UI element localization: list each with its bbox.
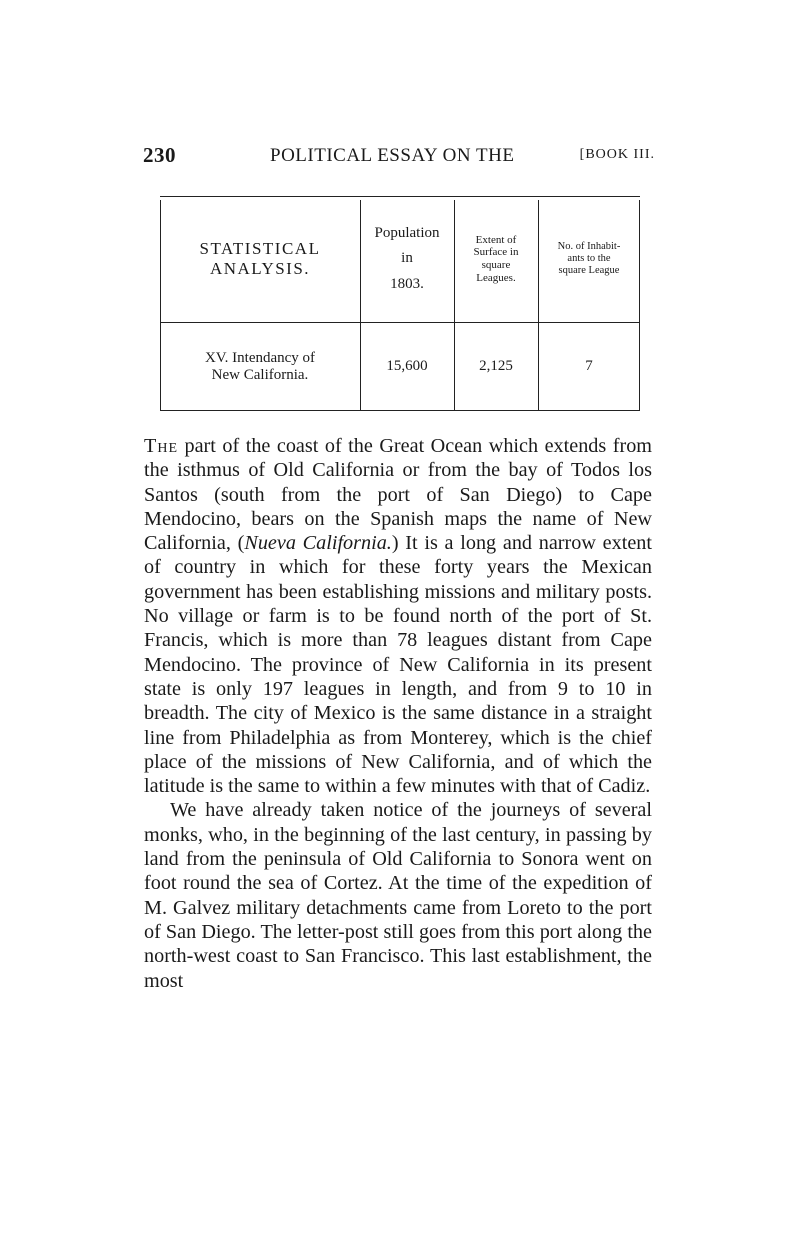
italic-term: Nueva California. [244, 532, 392, 555]
row-intendancy-name: XV. Intendancy of New California. [204, 349, 316, 383]
paragraph-1: The part of the coast of the Great Ocean which extends from the isthmus of Old California or from the bay of Todos los Santos (south from the port of San Diego) to Cape Mendocino, bears on the Spanish maps the name of New California, (Nueva California.) It is a long and narrow extent of country in which for these forty years the Mexican government has been establishing missions and military posts. No village or farm is to be found north of the port of St. Francis, which is more than 78 leagues distant from Cape Mendocino. The province of New California in its present state is only 197 leagues in length, and from 9 to 10 in breadth. The city of Mexico is the same distance in a straight line from Philadelphia as from Monterey, which is the chief place of the missions of New California, and of which the latitude is the same to within a few minutes with that of Cadiz. [144, 435, 652, 798]
table-bottom-rule [160, 410, 640, 411]
body-text [144, 434, 652, 993]
paragraph-2: We have already taken notice of the journeys of several monks, who, in the beginning of the last century, in passing by land from the peninsula of Old California to Sonora went on foot round the sea of Cortez. At the time of the expedition of M. Galvez military detachments came from Loreto to the port of San Diego. The letter-post still goes from this port along the north-west coast to San Francisco. This last establishment, the most [144, 799, 652, 992]
book-label: [BOOK III. [579, 147, 655, 162]
row-extent: 2,125 [479, 358, 513, 375]
row-density: 7 [585, 358, 593, 375]
row-population: 15,600 [386, 358, 428, 375]
opening-word: The [144, 435, 178, 457]
table-top-rule [160, 196, 640, 197]
header-extent: Extent of Surface in square Leagues. [473, 233, 519, 284]
header-population: Population in 1803. [374, 225, 440, 292]
statistics-table [160, 196, 640, 412]
running-title: POLITICAL ESSAY ON THE [270, 145, 515, 166]
header-statistical-analysis: STATISTICAL ANALYSIS. [199, 239, 321, 278]
running-header [143, 143, 655, 171]
table-header-rule [160, 322, 640, 323]
page-number: 230 [143, 143, 176, 167]
header-density: No. of Inhabit- ants to the square League [557, 240, 621, 277]
